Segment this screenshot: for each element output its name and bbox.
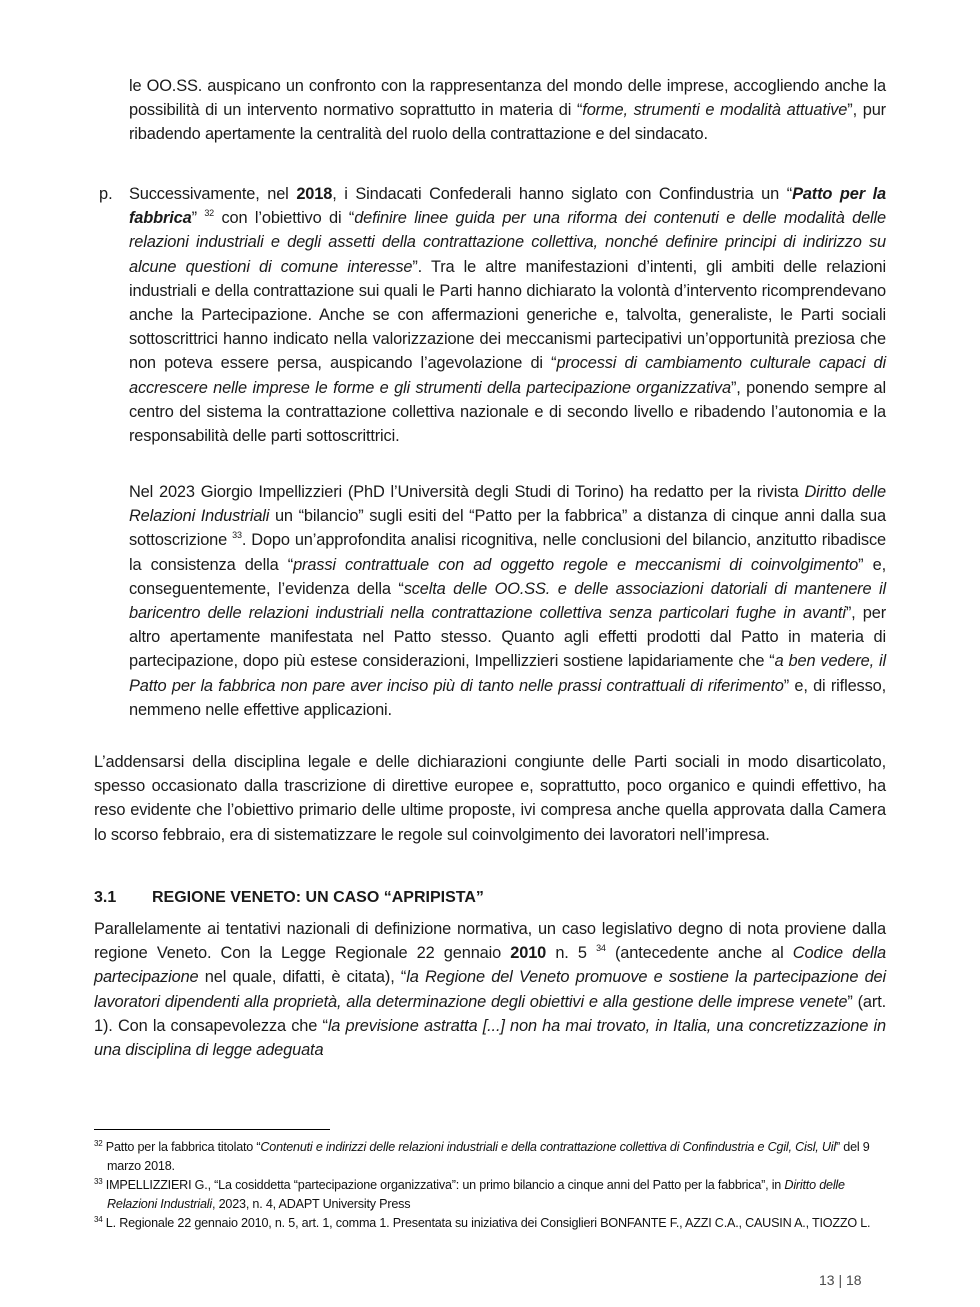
list-item-p: Successivamente, nel 2018, i Sindacati Confederali hanno siglato con Confindustria un “Patto per la fabbrica” $^{32}$ con l’obiettivo di “definire linee guida per una riforma dei contenuti e delle modalità delle relazioni industriali e degli assetti della contrattazione collettiva, nonché definire principi di indirizzo su alcune questioni di comune interesse”. Tra le altre manifestazioni d’intenti, gli ambiti delle relazioni industriali e della contrattazione sui quali le Parti hanno dichiarato la volontà d’intervento ricomprendevano anche la Partecipazione. Anche se con affermazioni generiche e, talvolta, generaliste, le Parti sociali sottoscrittrici hanno indicato nella valorizzazione dei meccanismi partecipativi un’opportunità preziosa che non poteva essere persa, auspicando l’agevolazione di “processi di cambiamento culturale capaci di accrescere nelle imprese le forme e gli strumenti della partecipazione organizzativa”, ponendo sempre al centro del sistema la contrattazione collettiva nazionale e di secondo livello e ribadendo l’autonomia e la responsabilità delle parti sottoscrittrici.	[129, 185, 886, 446]
footnote-ref-32[interactable]: 32	[204, 208, 215, 219]
footnote-ref-33[interactable]: 33	[232, 530, 242, 541]
list-marker-p: p.	[99, 185, 113, 203]
page-number: 13 | 18	[819, 1272, 862, 1288]
paragraph-oss-continuation: le OO.SS. auspicano un confronto con la rappresentanza del mondo delle imprese, accogliendo anche la possibilità di un intervento normativo soprattutto in materia di “forme, strumenti e modalità attuative”, pur ribadendo apertamente la centralità del ruolo della contrattazione e del sindacato.	[129, 77, 886, 144]
paragraph-addensarsi: L’addensarsi della disciplina legale e delle dichiarazioni congiunte delle Parti sociali in modo disarticolato, spesso occasionato dalla trascrizione di direttive europee e, soprattutto, poco organico e quindi effettivo, ha reso evidente che l’obiettivo primario delle ultime proposte, ivi compresa anche quella approvata dalla Camera lo scorso febbraio, era di sistematizzare le regole sul coinvolgimento dei lavoratori nell’impresa.	[94, 753, 886, 844]
paragraph-impellizzieri-2023: Nel 2023 Giorgio Impellizzieri (PhD l’Università degli Studi di Torino) ha redatto per la rivista Diritto delle Relazioni Industriali un “bilancio” sugli esiti del “Patto per la fabbrica” a distanza di cinque anni dalla sua sottoscrizione $^{33}$. Dopo un’approfondita analisi ricognitiva, nelle conclusioni del bilancio, anzitutto ribadisce la consistenza della “prassi contrattuale con ad oggetto regole e meccanismi di coinvolgimento” e, conseguentemente, l’evidenza della “scelta delle OO.SS. e delle associazioni datoriali di mantenere il baricentro delle relazioni industriali nella contrattazione collettiva senza particolari fughe in avanti”, per altro apertamente manifestata nel Patto stesso. Quanto agli effetti prodotti dal Patto in materia di partecipazione, dopo più estese considerazioni, Impellizzieri sostiene lapidariamente che “a ben vedere, il Patto per la fabbrica non pare aver inciso più di tanto nelle prassi contrattuali di riferimento” e, di riflesso, nemmeno nelle effettive applicazioni.	[129, 483, 887, 719]
footnote-separator	[94, 1129, 330, 1130]
footnote-ref-34[interactable]: 34	[596, 943, 606, 954]
section-title: REGIONE VENETO: UN CASO “APRIPISTA”	[152, 889, 484, 906]
section-number: 3.1	[94, 889, 117, 906]
footnote-32: $^{32}$ Patto per la fabbrica titolato “Contenuti e indirizzi delle relazioni industriali e della contrattazione collettiva di Confindustria e Cgil, Cisl, Uil” del 9 marzo 2018.	[94, 1139, 870, 1173]
paragraph-veneto: Parallelamente ai tentativi nazionali di definizione normativa, un caso legislativo degno di nota proviene dalla regione Veneto. Con la Legge Regionale 22 gennaio 2010 n. 5 $^{34}$ (antecedente anche al Codice della partecipazione nel quale, difatti, è citata), “la Regione del Veneto promuove e sostiene la partecipazione dei lavoratori dipendenti alla proprietà, alla determinazione degli obiettivi e alla gestione delle imprese venete” (art. 1). Con la consapevolezza che “la previsione astratta [...] non ha mai trovato, in Italia, una concretizzazione in una disciplina di legge adeguata	[94, 920, 886, 1060]
footnote-34: $^{34}$ L. Regionale 22 gennaio 2010, n. 5, art. 1, comma 1. Presentata su iniziativa dei Consiglieri BONFANTE F., AZZI C.A., CAUSIN A., TIOZZO L.	[94, 1215, 871, 1230]
footnote-33: $^{33}$ IMPELLIZZIERI G., “La cosiddetta “partecipazione organizzativa”: un primo bilancio a cinque anni del Patto per la fabbrica”, in Diritto delle Relazioni Industriali, 2023, n. 4, ADAPT University Press	[94, 1177, 845, 1211]
section-heading	[94, 889, 484, 907]
